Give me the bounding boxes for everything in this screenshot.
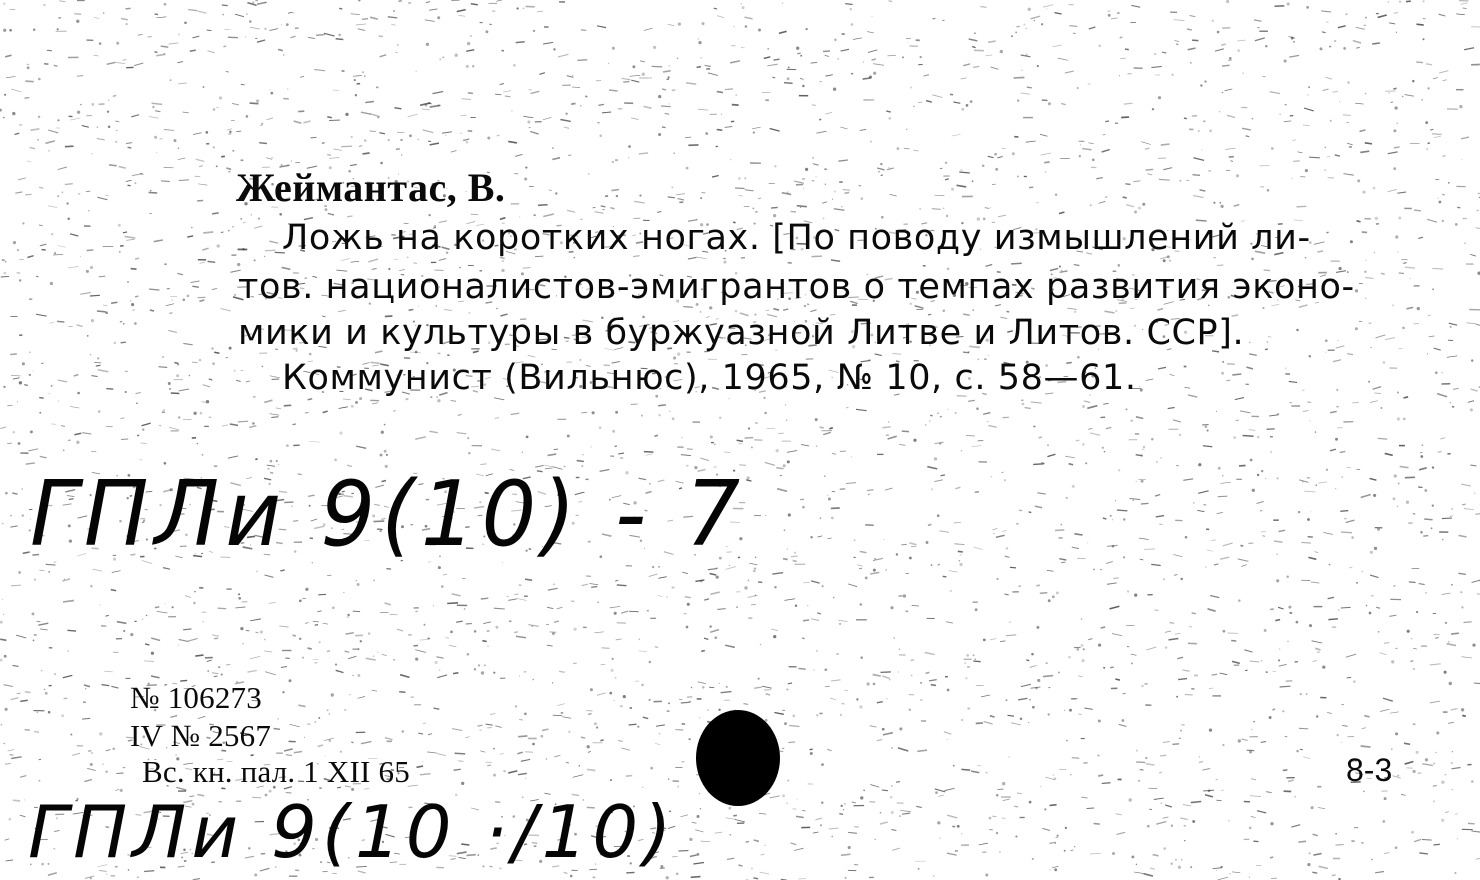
entry-line-2: тов. националистов-эмигрантов о темпах развития эконо- — [238, 267, 1355, 307]
author-heading: Жеймантас, В. — [236, 165, 506, 210]
book-chamber-date: Вс. кн. пал. 1 XII 65 — [142, 754, 410, 789]
entry-line-4: Коммунист (Вильнюс), 1965, № 10, с. 58—61. — [282, 358, 1137, 398]
card-code: 8-3 — [1346, 752, 1393, 788]
accession-number: № 106273 — [130, 680, 262, 715]
entry-line-1: Ложь на коротких ногах. [По поводу измышлений ли- — [282, 218, 1311, 258]
handwritten-shelfmark-top: ГПЛи 9(10) - 7 — [30, 462, 747, 567]
registry-number: IV № 2567 — [130, 718, 272, 753]
entry-line-3: мики и культуры в буржуазной Литве и Литов. ССР]. — [238, 313, 1245, 353]
punch-hole — [696, 710, 780, 806]
handwritten-shelfmark-bottom: ГПЛи 9(10 ·/10) — [28, 790, 677, 874]
